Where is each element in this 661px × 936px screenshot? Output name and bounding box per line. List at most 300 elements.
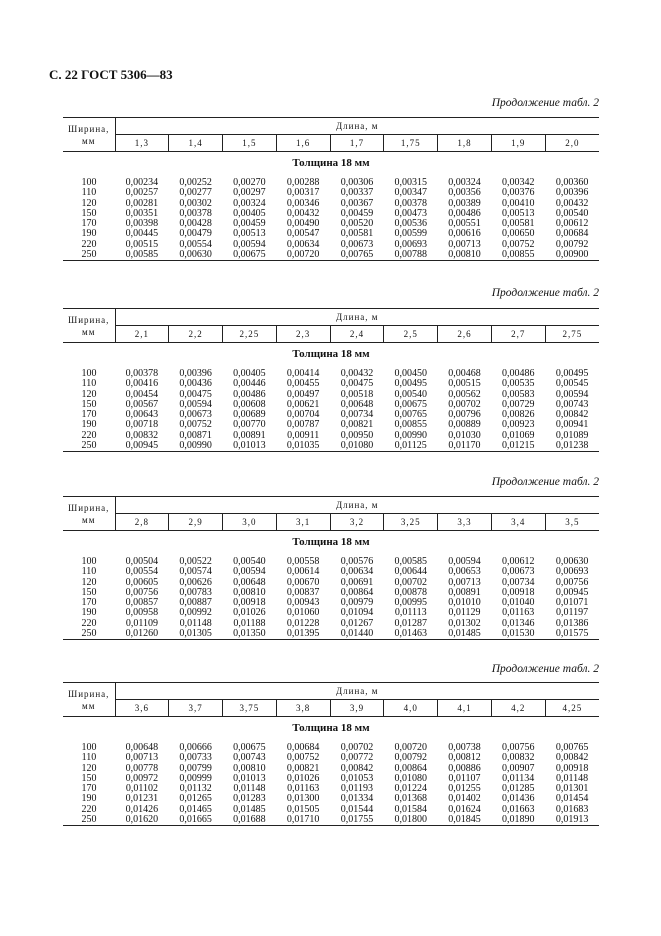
value-cell: 0,00972	[125, 772, 159, 784]
value-cell: 0,00918	[233, 597, 266, 609]
value-cell: 0,01485	[233, 803, 266, 815]
length-cell: 4,1	[438, 700, 492, 717]
value-cell: 0,00734	[340, 409, 374, 421]
value-cell: 0,00945	[115, 441, 169, 452]
value-cell: 0,00634	[286, 238, 320, 250]
value-cell: 0,01238	[545, 441, 599, 452]
value-cell: 0,00752	[286, 752, 320, 764]
length-cell: 3,3	[438, 514, 492, 531]
value-cell: 0,00832	[501, 752, 535, 764]
length-cell: 2,75	[545, 326, 599, 343]
value-cell: 0,01283	[233, 793, 266, 805]
value-cell: 0,01530	[491, 629, 545, 640]
value-cell: 0,01913	[545, 815, 599, 826]
value-cell: 0,00545	[555, 378, 589, 390]
value-cell: 0,01505	[286, 803, 320, 815]
width-label: Ширина,	[68, 314, 110, 325]
value-cell: 0,00288	[286, 177, 320, 188]
value-cell: 0,00630	[169, 250, 223, 261]
value-cell: 0,00675	[233, 742, 266, 753]
value-cell: 0,00684	[286, 742, 320, 753]
table-row	[63, 815, 599, 826]
value-cell: 0,00594	[179, 398, 212, 410]
length-cell: 1,7	[330, 135, 384, 152]
length-cell: 2,7	[491, 326, 545, 343]
value-cell: 0,00752	[179, 419, 212, 431]
value-cell: 0,00405	[233, 207, 266, 219]
value-cell: 0,01224	[394, 783, 427, 795]
value-cell: 0,00436	[179, 378, 212, 390]
value-cell: 0,01465	[179, 803, 212, 815]
length-cell: 2,0	[545, 135, 599, 152]
value-cell: 0,00495	[555, 368, 589, 379]
value-cell: 0,00576	[340, 556, 374, 567]
value-cell: 0,00796	[448, 409, 481, 421]
width-label: Ширина,	[68, 123, 110, 134]
value-cell: 0,00950	[340, 429, 374, 441]
continuation-caption: Продолжение табл. 2	[491, 476, 599, 488]
value-cell: 0,00324	[448, 177, 481, 188]
value-cell: 0,00792	[555, 238, 589, 250]
value-cell: 0,00770	[233, 419, 266, 431]
value-cell: 0,00346	[286, 197, 320, 209]
value-cell: 0,00648	[340, 398, 374, 410]
width-cell: 190	[81, 793, 97, 805]
value-cell: 0,00729	[501, 398, 535, 410]
continuation-caption: Продолжение табл. 2	[491, 663, 599, 675]
width-cell: 250	[63, 815, 115, 826]
value-cell: 0,01710	[276, 815, 330, 826]
value-cell: 0,00234	[125, 177, 159, 188]
value-cell: 0,00515	[125, 238, 159, 250]
length-cell: 2,1	[115, 326, 169, 343]
value-cell: 0,00360	[555, 177, 589, 188]
length-cell: 2,4	[330, 326, 384, 343]
value-cell: 0,00522	[179, 556, 212, 567]
value-cell: 0,00473	[394, 207, 427, 219]
thickness-heading: Толщина 18 мм	[292, 722, 370, 734]
value-cell: 0,01134	[502, 772, 535, 784]
value-cell: 0,00673	[179, 409, 212, 421]
value-cell: 0,00673	[340, 238, 374, 250]
length-row	[63, 326, 599, 343]
value-cell: 0,00979	[340, 597, 374, 609]
length-cell: 3,6	[115, 700, 169, 717]
value-cell: 0,00720	[394, 742, 427, 753]
value-cell: 0,00270	[233, 177, 266, 188]
value-cell: 0,00689	[233, 409, 266, 421]
value-cell: 0,00594	[448, 556, 481, 567]
value-cell: 0,00643	[125, 409, 159, 421]
value-cell: 0,01845	[438, 815, 492, 826]
value-cell: 0,00396	[555, 187, 589, 199]
value-cell: 0,00650	[501, 228, 535, 240]
value-cell: 0,00670	[286, 576, 320, 588]
value-cell: 0,01080	[394, 772, 427, 784]
value-cell: 0,00389	[448, 197, 481, 209]
value-cell: 0,00540	[555, 207, 589, 219]
value-cell: 0,01129	[448, 607, 481, 619]
value-cell: 0,00783	[179, 586, 212, 598]
value-cell: 0,01544	[340, 803, 374, 815]
value-cell: 0,01267	[340, 617, 374, 629]
value-cell: 0,00574	[179, 566, 212, 578]
value-cell: 0,00990	[394, 429, 427, 441]
value-cell: 0,00585	[115, 250, 169, 261]
width-cell: 220	[81, 803, 97, 815]
value-cell: 0,01193	[340, 783, 374, 795]
length-cell: 3,8	[276, 700, 330, 717]
value-cell: 0,00614	[286, 566, 320, 578]
value-cell: 0,00945	[555, 586, 589, 598]
value-cell: 0,00691	[340, 576, 374, 588]
length-cell: 1,9	[491, 135, 545, 152]
thickness-heading: Толщина 18 мм	[292, 536, 370, 548]
value-cell: 0,00378	[394, 197, 427, 209]
value-cell: 0,00616	[448, 228, 481, 240]
value-cell: 0,00733	[179, 752, 212, 764]
value-cell: 0,01080	[330, 441, 384, 452]
value-cell: 0,00277	[179, 187, 212, 199]
value-cell: 0,00673	[501, 566, 535, 578]
value-cell: 0,00891	[233, 429, 266, 441]
value-cell: 0,00738	[448, 742, 481, 753]
width-cell: 250	[63, 441, 115, 452]
value-cell: 0,01620	[115, 815, 169, 826]
width-cell: 250	[63, 250, 115, 261]
value-cell: 0,00317	[286, 187, 320, 199]
value-cell: 0,00497	[286, 388, 320, 400]
value-cell: 0,00675	[223, 250, 277, 261]
width-cell: 170	[81, 218, 97, 230]
length-cell: 1,6	[276, 135, 330, 152]
length-cell: 2,8	[115, 514, 169, 531]
value-cell: 0,00864	[394, 762, 427, 774]
value-cell: 0,00765	[330, 250, 384, 261]
value-cell: 0,01163	[287, 783, 320, 795]
value-cell: 0,00558	[286, 556, 320, 567]
value-cell: 0,01107	[448, 772, 481, 784]
width-header	[63, 497, 115, 531]
value-cell: 0,01170	[438, 441, 492, 452]
width-cell: 110	[81, 752, 97, 764]
value-cell: 0,00257	[125, 187, 159, 199]
value-cell: 0,00410	[501, 197, 535, 209]
width-cell: 100	[81, 368, 97, 379]
value-cell: 0,01010	[448, 597, 481, 609]
value-cell: 0,01215	[491, 441, 545, 452]
width-cell: 110	[81, 187, 97, 199]
value-cell: 0,00536	[394, 218, 427, 230]
value-cell: 0,00648	[233, 576, 266, 588]
value-cell: 0,01228	[286, 617, 320, 629]
length-cell: 3,0	[223, 514, 277, 531]
value-cell: 0,00943	[286, 597, 320, 609]
value-cell: 0,01285	[501, 783, 535, 795]
value-cell: 0,00416	[125, 378, 159, 390]
width-cell: 100	[81, 556, 97, 567]
length-cell: 4,2	[491, 700, 545, 717]
length-cell: 3,4	[491, 514, 545, 531]
thickness-heading: Толщина 18 мм	[292, 348, 370, 360]
value-cell: 0,01060	[286, 607, 320, 619]
value-cell: 0,00515	[448, 378, 481, 390]
value-cell: 0,01402	[448, 793, 481, 805]
value-cell: 0,00792	[394, 752, 427, 764]
value-cell: 0,00842	[555, 752, 589, 764]
width-cell: 110	[81, 378, 97, 390]
length-header: Длина, м	[115, 683, 599, 700]
value-cell: 0,00504	[125, 556, 159, 567]
value-cell: 0,00621	[286, 398, 320, 410]
value-cell: 0,00414	[286, 368, 320, 379]
value-cell: 0,01026	[286, 772, 320, 784]
value-cell: 0,00459	[340, 207, 374, 219]
width-unit: мм	[82, 135, 96, 146]
value-cell: 0,00378	[179, 207, 212, 219]
value-cell: 0,00821	[286, 762, 320, 774]
value-cell: 0,00743	[555, 398, 589, 410]
value-cell: 0,00889	[448, 419, 481, 431]
value-cell: 0,01386	[555, 617, 589, 629]
width-cell: 170	[81, 409, 97, 421]
value-cell: 0,00547	[286, 228, 320, 240]
length-cell: 1,8	[438, 135, 492, 152]
length-cell: 4,0	[384, 700, 438, 717]
value-cell: 0,00554	[179, 238, 212, 250]
length-cell: 3,9	[330, 700, 384, 717]
value-cell: 0,00432	[555, 197, 589, 209]
value-cell: 0,00518	[340, 388, 374, 400]
value-cell: 0,00599	[394, 228, 427, 240]
value-cell: 0,00713	[448, 576, 481, 588]
value-cell: 0,01624	[448, 803, 481, 815]
value-cell: 0,00821	[340, 419, 374, 431]
value-cell: 0,00612	[555, 218, 589, 230]
value-cell: 0,00594	[233, 238, 266, 250]
value-cell: 0,00718	[125, 419, 159, 431]
width-unit: мм	[82, 700, 96, 711]
width-unit: мм	[82, 326, 96, 337]
value-cell: 0,01334	[340, 793, 374, 805]
value-cell: 0,00445	[125, 228, 159, 240]
value-cell: 0,01013	[233, 772, 266, 784]
value-cell: 0,00886	[448, 762, 481, 774]
value-cell: 0,00772	[340, 752, 374, 764]
value-cell: 0,01094	[340, 607, 374, 619]
thickness-row	[63, 343, 599, 366]
header-row	[63, 497, 599, 514]
width-cell: 220	[81, 429, 97, 441]
continuation-caption: Продолжение табл. 2	[491, 97, 599, 109]
value-cell: 0,01035	[276, 441, 330, 452]
value-cell: 0,00837	[286, 586, 320, 598]
value-cell: 0,00396	[179, 368, 212, 379]
value-cell: 0,00405	[233, 368, 266, 379]
value-cell: 0,00992	[179, 607, 212, 619]
length-row	[63, 135, 599, 152]
value-cell: 0,00468	[448, 368, 481, 379]
value-cell: 0,00923	[501, 419, 535, 431]
value-cell: 0,00756	[501, 742, 535, 753]
value-cell: 0,00367	[340, 197, 374, 209]
value-cell: 0,01013	[223, 441, 277, 452]
value-cell: 0,00810	[233, 586, 266, 598]
value-cell: 0,01148	[233, 783, 266, 795]
value-cell: 0,00693	[555, 566, 589, 578]
value-cell: 0,00486	[448, 207, 481, 219]
value-cell: 0,00941	[555, 419, 589, 431]
value-cell: 0,01089	[555, 429, 589, 441]
value-cell: 0,01346	[501, 617, 535, 629]
header-row	[63, 118, 599, 135]
width-cell: 150	[81, 586, 97, 598]
value-cell: 0,00713	[448, 238, 481, 250]
value-cell: 0,01395	[276, 629, 330, 640]
value-cell: 0,00810	[233, 762, 266, 774]
value-cell: 0,00347	[394, 187, 427, 199]
value-cell: 0,01368	[394, 793, 427, 805]
value-cell: 0,00551	[448, 218, 481, 230]
value-cell: 0,01440	[330, 629, 384, 640]
table-row	[63, 629, 599, 640]
value-cell: 0,01302	[448, 617, 481, 629]
value-cell: 0,00605	[125, 576, 159, 588]
value-cell: 0,00297	[233, 187, 266, 199]
length-cell: 1,75	[384, 135, 438, 152]
value-cell: 0,00540	[233, 556, 266, 567]
length-cell: 1,4	[169, 135, 223, 152]
length-header: Длина, м	[115, 118, 599, 135]
value-cell: 0,00653	[448, 566, 481, 578]
volume-table	[63, 682, 599, 826]
value-cell: 0,00486	[233, 388, 266, 400]
value-cell: 0,01485	[438, 629, 492, 640]
value-cell: 0,00376	[501, 187, 535, 199]
value-cell: 0,00342	[501, 177, 535, 188]
length-cell: 3,2	[330, 514, 384, 531]
value-cell: 0,01053	[340, 772, 374, 784]
width-cell: 100	[81, 742, 97, 753]
width-cell: 150	[81, 207, 97, 219]
width-header	[63, 309, 115, 343]
value-cell: 0,01663	[501, 803, 535, 815]
value-cell: 0,00958	[125, 607, 159, 619]
value-cell: 0,00855	[394, 419, 427, 431]
value-cell: 0,00734	[501, 576, 535, 588]
volume-table	[63, 117, 599, 261]
width-cell: 190	[81, 419, 97, 431]
length-cell: 1,5	[223, 135, 277, 152]
value-cell: 0,00475	[340, 378, 374, 390]
value-cell: 0,00907	[501, 762, 535, 774]
value-cell: 0,00720	[276, 250, 330, 261]
value-cell: 0,01265	[179, 793, 212, 805]
width-cell: 120	[81, 762, 97, 774]
value-cell: 0,00337	[340, 187, 374, 199]
value-cell: 0,00918	[501, 586, 535, 598]
value-cell: 0,00535	[501, 378, 535, 390]
value-cell: 0,00826	[501, 409, 535, 421]
value-cell: 0,00693	[394, 238, 427, 250]
length-cell: 2,6	[438, 326, 492, 343]
value-cell: 0,00324	[233, 197, 266, 209]
value-cell: 0,00252	[179, 177, 212, 188]
value-cell: 0,01575	[545, 629, 599, 640]
value-cell: 0,01113	[394, 607, 427, 619]
header-row	[63, 683, 599, 700]
value-cell: 0,00995	[394, 597, 427, 609]
value-cell: 0,00871	[179, 429, 212, 441]
value-cell: 0,00857	[125, 597, 159, 609]
value-cell: 0,01287	[394, 617, 427, 629]
value-cell: 0,00459	[233, 218, 266, 230]
width-cell: 150	[81, 398, 97, 410]
value-cell: 0,01040	[501, 597, 535, 609]
value-cell: 0,01231	[125, 793, 159, 805]
value-cell: 0,01026	[233, 607, 266, 619]
value-cell: 0,00634	[340, 566, 374, 578]
value-cell: 0,01688	[223, 815, 277, 826]
value-cell: 0,00398	[125, 218, 159, 230]
value-cell: 0,01454	[555, 793, 589, 805]
value-cell: 0,00281	[125, 197, 159, 209]
value-cell: 0,00799	[179, 762, 212, 774]
length-cell: 1,3	[115, 135, 169, 152]
value-cell: 0,00306	[340, 177, 374, 188]
value-cell: 0,00513	[501, 207, 535, 219]
value-cell: 0,01260	[115, 629, 169, 640]
value-cell: 0,00842	[555, 409, 589, 421]
value-cell: 0,00583	[501, 388, 535, 400]
value-cell: 0,01436	[501, 793, 535, 805]
value-cell: 0,01148	[555, 772, 589, 784]
value-cell: 0,00832	[125, 429, 159, 441]
value-cell: 0,00878	[394, 586, 427, 598]
value-cell: 0,00999	[179, 772, 212, 784]
value-cell: 0,00787	[286, 419, 320, 431]
width-cell: 190	[81, 607, 97, 619]
value-cell: 0,00432	[340, 368, 374, 379]
value-cell: 0,00520	[340, 218, 374, 230]
value-cell: 0,01350	[223, 629, 277, 640]
value-cell: 0,00351	[125, 207, 159, 219]
length-cell: 2,5	[384, 326, 438, 343]
value-cell: 0,00581	[501, 218, 535, 230]
length-cell: 2,3	[276, 326, 330, 343]
value-cell: 0,00990	[169, 441, 223, 452]
value-cell: 0,00554	[125, 566, 159, 578]
length-cell: 3,75	[223, 700, 277, 717]
value-cell: 0,01305	[169, 629, 223, 640]
value-cell: 0,00743	[233, 752, 266, 764]
value-cell: 0,00450	[394, 368, 427, 379]
table-row	[63, 441, 599, 452]
width-cell: 220	[81, 238, 97, 250]
table-row	[63, 250, 599, 261]
width-cell: 100	[81, 177, 97, 188]
width-cell: 120	[81, 197, 97, 209]
length-cell: 2,2	[169, 326, 223, 343]
value-cell: 0,01755	[330, 815, 384, 826]
thickness-row	[63, 717, 599, 740]
thickness-row	[63, 531, 599, 554]
value-cell: 0,00486	[501, 368, 535, 379]
width-label: Ширина,	[68, 688, 110, 699]
thickness-row	[63, 152, 599, 175]
value-cell: 0,00810	[438, 250, 492, 261]
value-cell: 0,01188	[233, 617, 266, 629]
